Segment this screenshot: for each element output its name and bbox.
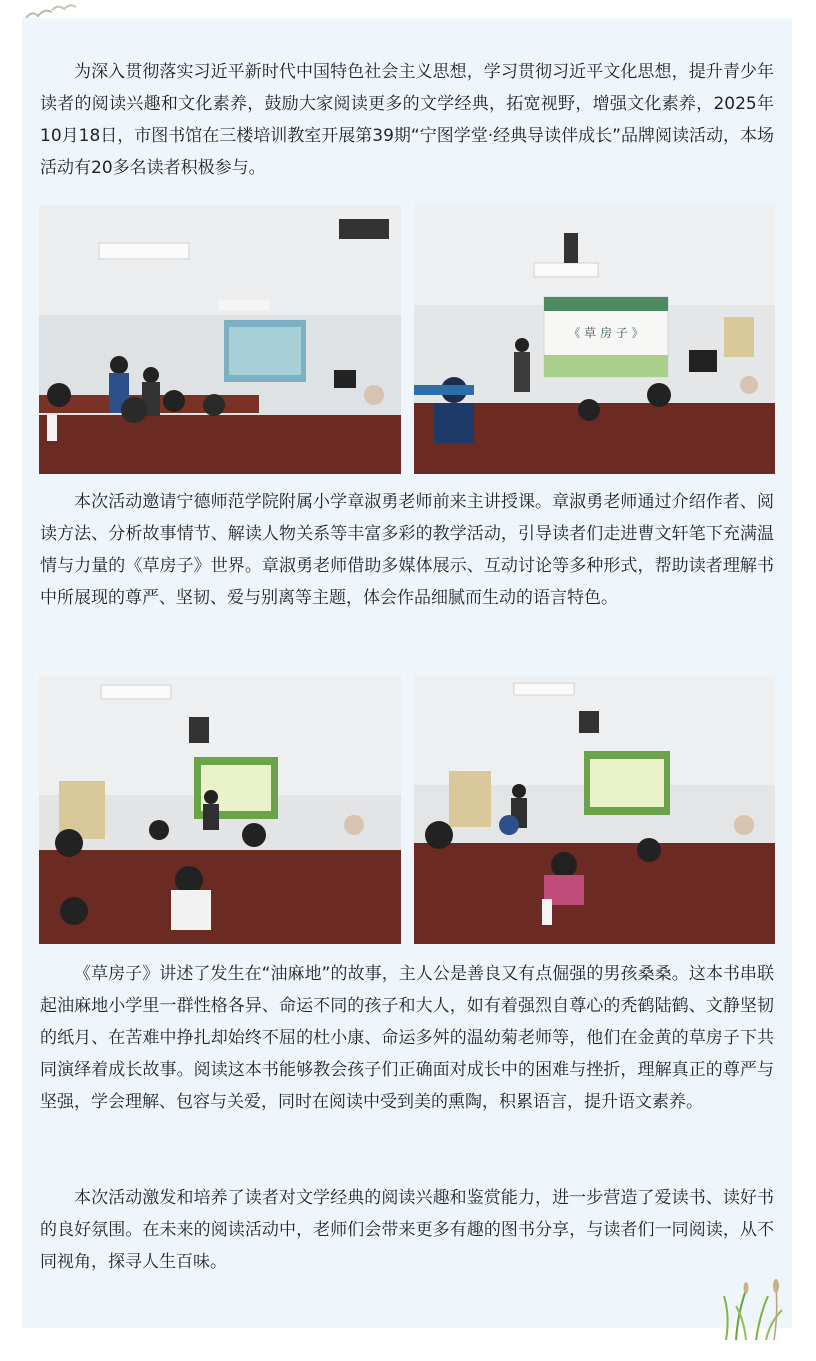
activity-photo-4 (414, 675, 775, 944)
speaker-paragraph: 本次活动邀请宁德师范学院附属小学章淑勇老师前来主讲授课。章淑勇老师通过介绍作者、阅读方法、分析故事情节、解读人物关系等丰富多彩的教学活动，引导读者们走进曹文轩笔下充满温情与力量的《草房子》世界。章淑勇老师借助多媒体展示、互动讨论等多种形式，帮助读者理解书中所展现的尊严、坚韧、爱与别离等主题，体会作品细腻而生动的语言特色。 (40, 492, 774, 608)
grass-icon (716, 1276, 792, 1342)
closing-paragraph: 本次活动激发和培养了读者对文学经典的阅读兴趣和鉴赏能力，进一步营造了爱读书、读好书的良好氛围。在未来的阅读活动中，老师们会带来更多有趣的图书分享，与读者们一同阅读，从不同视角，探寻人生百味。 (40, 1188, 774, 1272)
slide-title: 《 草 房 子 》 (568, 326, 644, 340)
book-summary-paragraph: 《草房子》讲述了发生在“油麻地”的故事，主人公是善良又有点倔强的男孩桑桑。这本书串联起油麻地小学里一群性格各异、命运不同的孩子和大人，如有着强烈自尊心的秃鹤陆鹤、文静坚韧的纸月、在苦难中挣扎却始终不屈的杜小康、命运多舛的温幼菊老师等，他们在金黄的草房子下共同演绎着成长故事。阅读这本书能够教会孩子们正确面对成长中的困难与挫折，理解真正的尊严与坚强，学会理解、包容与关爱，同时在阅读中受到美的熏陶，积累语言，提升语文素养。 (40, 964, 774, 1112)
activity-photo-3 (39, 675, 401, 944)
activity-photo-2 (414, 205, 775, 474)
intro-paragraph: 为深入贯彻落实习近平新时代中国特色社会主义思想，学习贯彻习近平文化思想，提升青少年读者的阅读兴趣和文化素养，鼓励大家阅读更多的文学经典，拓宽视野，增强文化素养，2025年10月18日，市图书馆在三楼培训教室开展第39期“宁图学堂·经典导读伴成长”品牌阅读活动，本场活动有20多名读者积极参与。 (40, 62, 774, 178)
activity-photo-1 (39, 205, 401, 474)
